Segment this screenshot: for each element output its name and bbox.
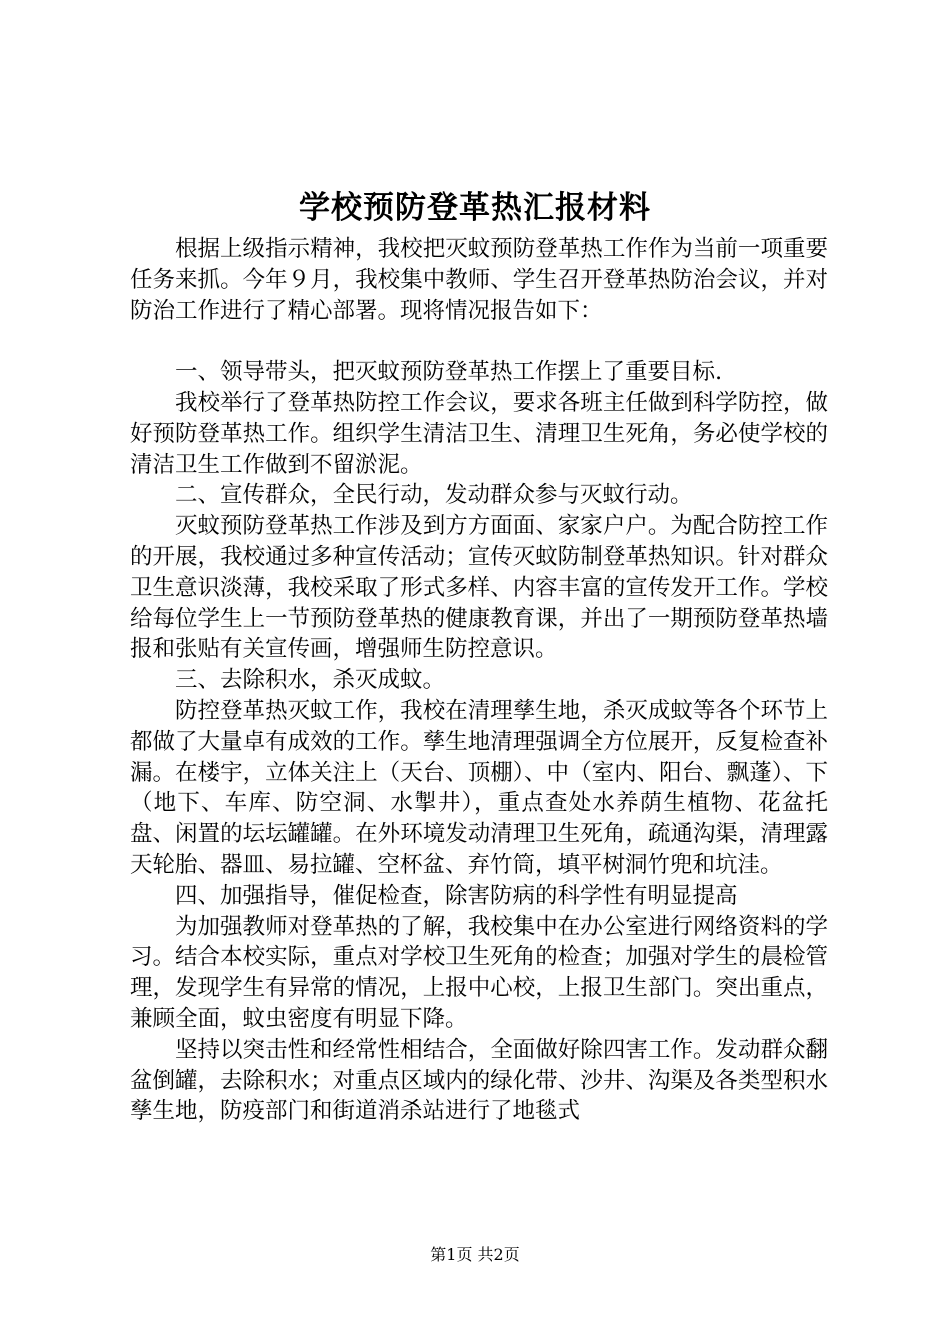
paragraph-section-1: 我校举行了登革热防控工作会议，要求各班主任做到科学防控，做好预防登革热工作。组织学生清洁卫生、清理卫生死角，务必使学校的清洁卫生工作做到不留淤泥。	[130, 389, 828, 478]
paragraph-section-4: 为加强教师对登革热的了解，我校集中在办公室进行网络资料的学习。结合本校实际，重点对学校卫生死角的检查；加强对学生的晨检管理，发现学生有异常的情况，上报中心校，上报卫生部门。突出重点，兼顾全面，蚊虫密度有明显下降。	[130, 913, 828, 1032]
paragraph-section-3: 防控登革热灭蚊工作，我校在清理孳生地，杀灭成蚊等各个环节上都做了大量卓有成效的工作。孳生地清理强调全方位展开，反复检查补漏。在楼宇，立体关注上（天台、顶棚）、中（室内、阳台、飘蓬）、下（地下、车库、防空洞、水掣井），重点查处水养荫生植物、花盆托盘、闲置的坛坛罐罐。在外环境发动清理卫生死角，疏通沟渠，清理露天轮胎、器皿、易拉罐、空杯盆、弃竹筒，填平树洞竹兜和坑洼。	[130, 697, 828, 878]
page-number: 第1页 共2页	[430, 1245, 520, 1264]
paragraph-section-2: 灭蚊预防登革热工作涉及到方方面面、家家户户。为配合防控工作的开展，我校通过多种宣传活动；宣传灭蚊防制登革热知识。针对群众卫生意识淡薄，我校采取了形式多样、内容丰富的宣传发开工作。学校给每位学生上一节预防登革热的健康教育课，并出了一期预防登革热墙报和张贴有关宣传画，增强师生防控意识。	[130, 513, 828, 663]
document-title: 学校预防登革热汇报材料	[299, 190, 651, 226]
section-heading-2: 二、宣传群众，全民行动，发动群众参与灭蚊行动。	[175, 482, 693, 509]
document-body	[130, 234, 828, 1127]
paragraph-closing: 坚持以突击性和经常性相结合，全面做好除四害工作。发动群众翻盆倒罐，去除积水；对重点区域内的绿化带、沙井、沟渠及各类型积水孳生地，防疫部门和街道消杀站进行了地毯式	[130, 1036, 828, 1125]
section-heading-1: 一、领导带头，把灭蚊预防登革热工作摆上了重要目标.	[175, 359, 723, 386]
section-heading-3: 三、去除积水，杀灭成蚊。	[175, 667, 446, 694]
paragraph-intro: 根据上级指示精神，我校把灭蚊预防登革热工作作为当前一项重要任务来抓。今年９月，我校集中教师、学生召开登革热防治会议，并对防治工作进行了精心部署。现将情况报告如下：	[130, 236, 828, 324]
section-heading-4: 四、加强指导，催促检查，除害防病的科学性有明显提高	[175, 882, 738, 909]
